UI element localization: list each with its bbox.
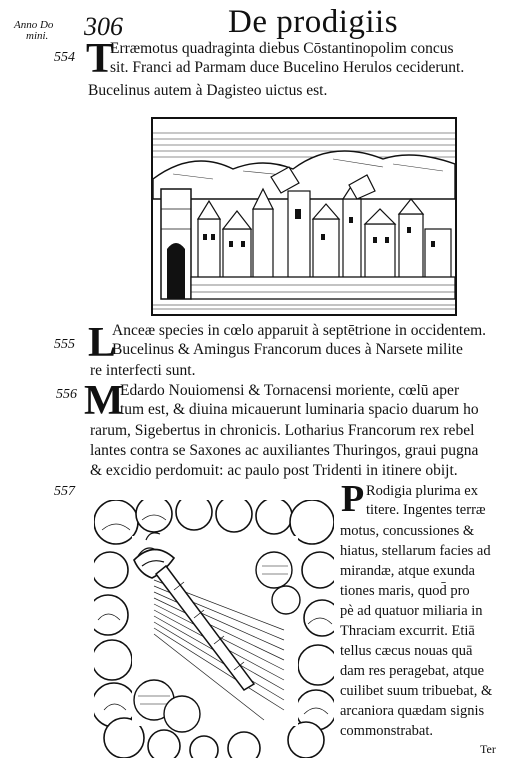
page-number: 306 (84, 12, 123, 41)
entry-557-line-8: Thraciam excurrit. Etiā (340, 623, 475, 639)
entry-555-line-1: Anceæ species in cœlo apparuit à septētrione in occidentem. (112, 322, 487, 339)
entry-557-line-5: mirandæ, atque exunda (340, 563, 475, 579)
entry-556-line-2: tum est, & diuina micauerunt luminaria spacio duarum ho (120, 401, 479, 418)
margin-label-line-1: Anno Do (14, 19, 54, 31)
entry-557-line-12: arcaniora quædam signis (340, 703, 485, 719)
woodcut-celestial-apparition (94, 500, 334, 758)
entry-554-line-3: Bucelinus autem à Dagisteo uictus est. (88, 82, 328, 99)
year-557: 557 (54, 484, 75, 499)
entry-557-line-7: pè ad quatuor miliaria in (340, 603, 483, 619)
entry-556-line-5: & excidio perdomuit: ac paulo post Tridenti in itinere obijt. (90, 462, 458, 479)
city-illustration (153, 119, 455, 314)
year-554: 554 (54, 50, 75, 65)
year-556: 556 (56, 387, 77, 402)
catchword: Ter (480, 742, 496, 756)
entry-557-line-1: Rodigia plurima ex (366, 483, 478, 499)
entry-557-line-11: cuilibet suum tribuebat, & (340, 683, 493, 699)
drop-initial-p: P (341, 478, 365, 520)
entry-557-line-2: titere. Ingentes terræ (366, 502, 486, 518)
entry-557-line-6: tiones maris, quod̄ pro (340, 583, 470, 599)
woodcut-city-earthquake (151, 117, 457, 316)
entry-556-line-3: rarum, Sigebertus in chronicis. Lotharius Francorum rex rebel (90, 422, 475, 439)
entry-555-text (90, 322, 507, 382)
celestial-illustration (94, 500, 334, 758)
year-555: 555 (54, 337, 75, 352)
entry-557-line-3: motus, concussiones & (340, 523, 475, 539)
entry-555-line-2: Bucelinus & Amingus Francorum duces à Narsete milite (112, 341, 463, 358)
margin-label-line-2: mini. (26, 30, 49, 42)
drop-initial-m: M (84, 378, 124, 424)
entry-556-text (90, 382, 505, 479)
entry-557-line-13: commonstrabat. (340, 723, 434, 739)
page-title: De prodigiis (228, 4, 399, 40)
drop-initial-l: L (88, 320, 117, 366)
entry-555-line-3: re interfecti sunt. (90, 362, 196, 379)
margin-anno-domini-label (14, 20, 53, 42)
entry-556-line-4: lantes contra se Saxones ac auxiliantes Thuringos, graui pugna (90, 442, 479, 459)
drop-initial-t: T (86, 36, 115, 82)
entry-557-line-4: hiatus, stellarum facies ad (340, 543, 491, 559)
entry-557-line-10: dam res peragebat, atque (340, 663, 485, 679)
entry-554-line-2: sit. Franci ad Parmam duce Bucelino Herulos ceciderunt. (110, 59, 465, 76)
entry-554-text (88, 40, 505, 100)
entry-554-line-1: Erræmotus quadraginta diebus Cōstantinopolim concus (110, 40, 454, 57)
entry-557-line-9: tellus cæcus nouas quā (340, 643, 473, 659)
entry-556-line-1: Edardo Nouiomensi & Tornacensi moriente, cœlū aper (120, 382, 460, 399)
entry-557-text (340, 478, 508, 742)
